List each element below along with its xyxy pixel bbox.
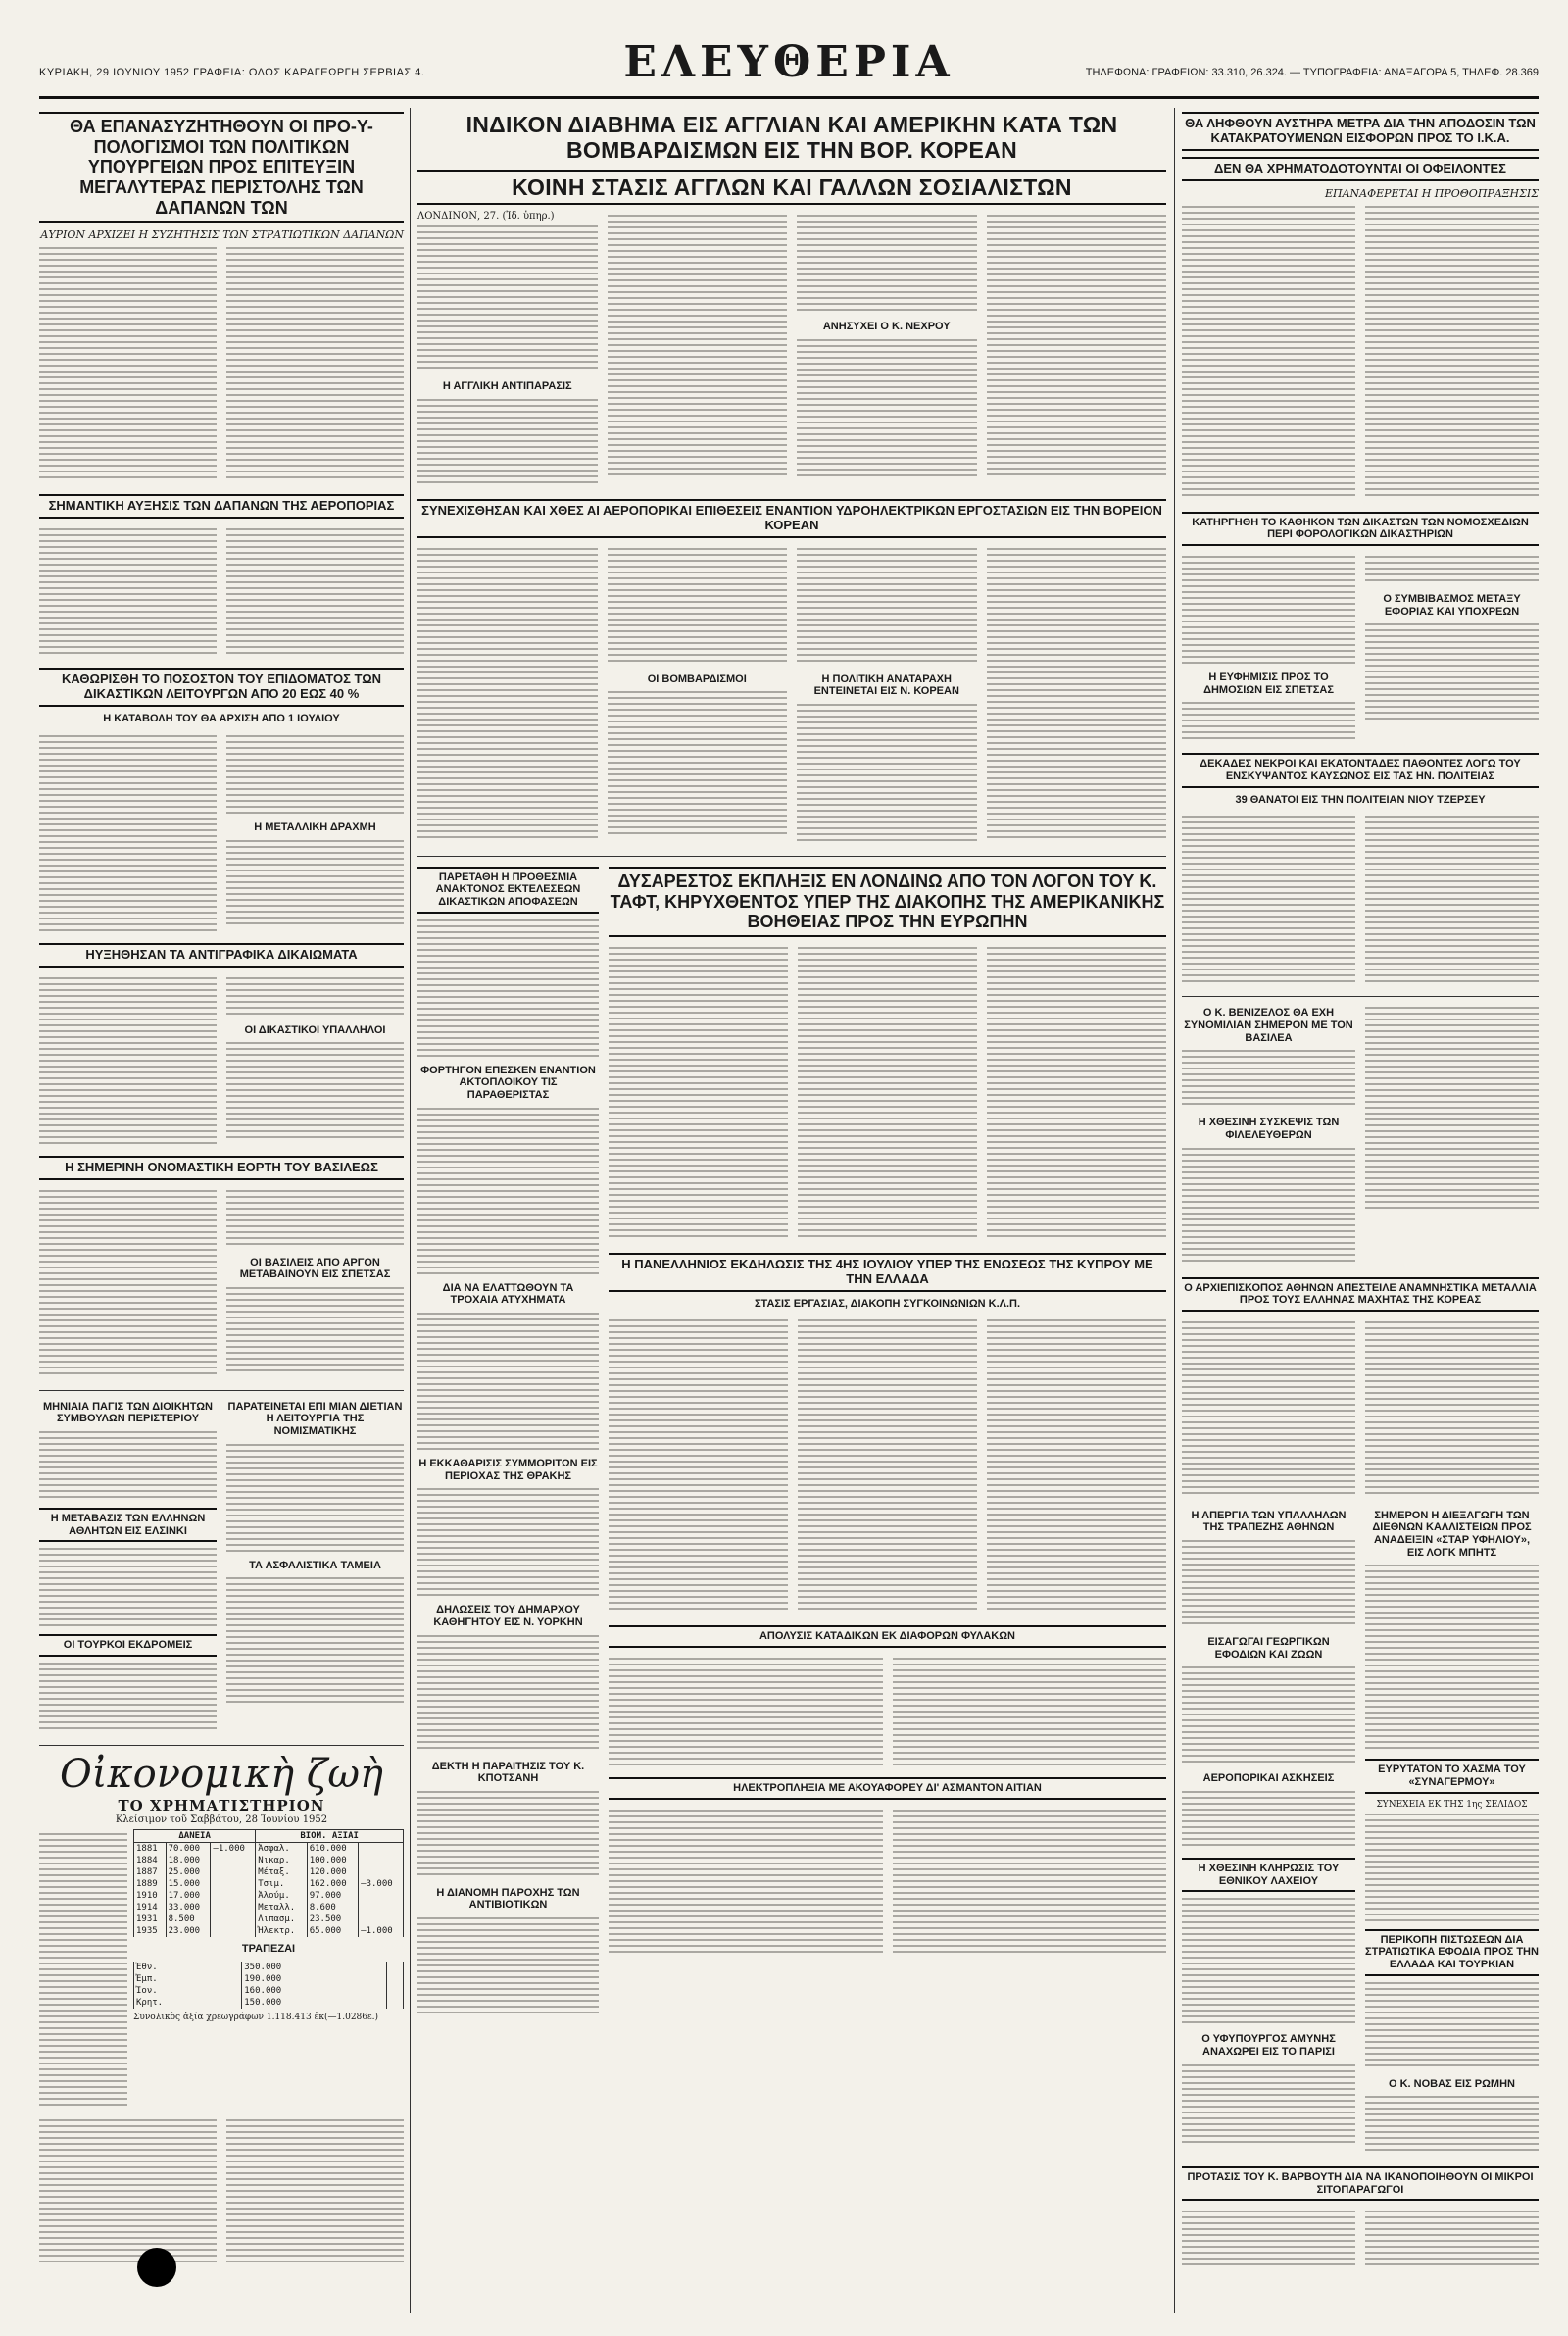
table-cell: 1887 — [134, 1866, 167, 1878]
article-text — [226, 247, 404, 482]
table-row — [134, 1914, 404, 1925]
article-text — [39, 1833, 127, 2108]
table-cell: 8.600 — [307, 1902, 358, 1914]
headline-lottery: Η ΧΘΕΣΙΝΗ ΚΛΗΡΩΣΙΣ ΤΟΥ ΕΘΝΙΚΟΥ ΛΑΧΕΙΟΥ — [1182, 1858, 1355, 1892]
masthead-phones: ΤΗΛΕΦΩΝΑ: ΓΡΑΦΕΙΩΝ: 33.310, 26.324. — ΤΥΠΟΓΡΑΦΕΙΑ: ΑΝΑΞΑΓΟΡΑ 5, ΤΗΛΕΦ. 28.369 — [1085, 67, 1539, 78]
headline-thrace: Η ΕΚΚΑΘΑΡΙΣΙΣ ΣΥΜΜΟΡΙΤΩΝ ΕΙΣ ΠΕΡΙΟΧΑΣ ΤΗΣ ΘΡΑΚΗΣ — [418, 1457, 598, 1482]
left-column — [39, 108, 404, 2274]
article-text — [893, 1658, 1167, 1765]
headline-ika: ΘΑ ΛΗΦΘΟΥΝ ΑΥΣΤΗΡΑ ΜΕΤΡΑ ΔΙΑ ΤΗΝ ΑΠΟΔΟΣΙΝ ΤΩΝ ΚΑΤΑΚΡΑΤΟΥΜΕΝΩΝ ΕΙΣΦΟΡΩΝ ΠΡΟΣ ΤΟ Ι.Κ.Α. — [1182, 112, 1539, 151]
headline-copy-fees: ΗΥΞΗΘΗΣΑΝ ΤΑ ΑΝΤΙΓΡΑΦΙΚΑ ΔΙΚΑΙΩΜΑΤΑ — [39, 943, 404, 968]
article-text — [226, 1577, 404, 1705]
article-text — [39, 2119, 217, 2266]
article-text — [226, 1444, 404, 1552]
headline-airforce: ΣΗΜΑΝΤΙΚΗ ΑΥΞΗΣΙΣ ΤΩΝ ΔΑΠΑΝΩΝ ΤΗΣ ΑΕΡΟΠΟΡΙΑΣ — [39, 494, 404, 519]
subhead-payment-start: Η ΚΑΤΑΒΟΛΗ ΤΟΥ ΘΑ ΑΡΧΙΣΗ ΑΠΟ 1 ΙΟΥΛΙΟΥ — [103, 713, 340, 725]
table-cell: 70.000 — [166, 1842, 211, 1855]
table-cell: 33.000 — [166, 1902, 211, 1914]
article-text — [987, 548, 1167, 842]
table-cell: Λιπασμ. — [256, 1914, 307, 1925]
headline-traffic: ΔΙΑ ΝΑ ΕΛΑΤΤΩΘΟΥΝ ΤΑ ΤΡΟΧΑΙΑ ΑΤΥΧΗΜΑΤΑ — [442, 1281, 574, 1307]
banks-table — [133, 1962, 404, 2009]
article-text — [1182, 1898, 1355, 2025]
economy-note: Συνολικὸς ἀξία χρεωγράφων 1.118.413 ἐκ(—1.0286ε.) — [133, 2012, 379, 2022]
table-cell: 190.000 — [242, 1973, 387, 1985]
center-column — [417, 108, 1166, 2023]
article-text — [608, 215, 788, 479]
article-text — [417, 1108, 599, 1274]
table-cell: Νικαρ. — [256, 1855, 307, 1866]
column-rule — [410, 108, 411, 2313]
article-text — [1182, 816, 1355, 982]
headline-heatwave: ΔΕΚΑΔΕΣ ΝΕΚΡΟΙ ΚΑΙ ΕΚΑΤΟΝΤΑΔΕΣ ΠΑΘΟΝΤΕΣ ΛΟΓΩ ΤΟΥ ΕΝΣΚΥΨΑΝΤΟΣ ΚΑΥΣΩΝΟΣ ΕΙΣ ΤΑΣ ΗΝ. ΠΟΛΙΤΕΙΑΣ — [1182, 753, 1539, 787]
article-text — [226, 2119, 404, 2266]
table-cell — [359, 1914, 404, 1925]
headline-budgets: ΘΑ ΕΠΑΝΑΣΥΖΗΤΗΘΟΥΝ ΟΙ ΠΡΟ-Υ-ΠΟΛΟΓΙΣΜΟΙ ΤΩΝ ΠΟΛΙΤΙΚΩΝ ΥΠΟΥΡΓΕΙΩΝ ΠΡΟΣ ΕΠΙΤΕΥΞΙΝ ΜΕΓΑΛΥΤΕΡΑΣ ΠΕΡΙΣΤΟΛΗΣ ΤΩΝ ΔΑΠΑΝΩΝ ΤΩΝ — [39, 112, 404, 223]
right-column — [1182, 108, 1539, 2277]
article-text — [1182, 1321, 1355, 1498]
table-cell: 1931 — [134, 1914, 167, 1925]
ink-blot — [137, 2248, 176, 2287]
table-cell: 100.000 — [307, 1855, 358, 1866]
table-cell: 350.000 — [242, 1962, 387, 1973]
headline-synagermos: ΕΥΡΥΤΑΤΟΝ ΤΟ ΧΑΣΜΑ ΤΟΥ «ΣΥΝΑΓΕΡΜΟΥ» — [1365, 1759, 1539, 1793]
headline-court-clerks: ΟΙ ΔΙΚΑΣΤΙΚΟΙ ΥΠΑΛΛΗΛΟΙ — [244, 1023, 386, 1036]
table-cell: Τσιμ. — [256, 1878, 307, 1890]
article-text — [417, 1635, 599, 1753]
table-cell: Μέταξ. — [256, 1866, 307, 1878]
headline-debtors: ΔΕΝ ΘΑ ΧΡΗΜΑΤΟΔΟΤΟΥΝΤΑΙ ΟΙ ΟΦΕΙΛΟΝΤΕΣ — [1182, 157, 1539, 181]
table-row — [134, 1902, 404, 1914]
headline-taft: ΔΥΣΑΡΕΣΤΟΣ ΕΚΠΛΗΞΙΣ ΕΝ ΛΟΝΔΙΝΩ ΑΠΟ ΤΟΝ ΛΟΓΟΝ ΤΟΥ Κ. ΤΑΦΤ, ΚΗΡΥΧΘΕΝΤΟΣ ΥΠΕΡ ΤΗΣ ΔΙΑΚΟΠΗΣ ΤΗΣ ΑΜΕΡΙΚΑΝΙΚΗΣ ΒΟΗΘΕΙΑΣ ΠΡΟΣ ΤΗΝ ΕΥΡΩΠΗΝ — [609, 867, 1166, 937]
headline-socialists: ΚΟΙΝΗ ΣΤΑΣΙΣ ΑΓΓΛΩΝ ΚΑΙ ΓΑΛΛΩΝ ΣΟΣΙΑΛΙΣΤΩΝ — [417, 170, 1166, 205]
table-cell: 160.000 — [242, 1985, 387, 1997]
table-row — [134, 1985, 404, 1997]
article-text — [226, 735, 404, 814]
headline-antibiotics: Η ΔΙΑΝΟΜΗ ΠΑΡΟΧΗΣ ΤΩΝ ΑΝΤΙΒΙΟΤΙΚΩΝ — [436, 1886, 580, 1912]
headline-tax-courts: ΚΑΤΗΡΓΗΘΗ ΤΟ ΚΑΘΗΚΟΝ ΤΩΝ ΔΙΚΑΣΤΩΝ ΤΩΝ ΝΟΜΟΣΧΕΔΙΩΝ ΠΕΡΙ ΦΟΡΟΛΟΓΙΚΩΝ ΔΙΚΑΣΤΗΡΙΩΝ — [1182, 512, 1539, 546]
article-text — [987, 215, 1167, 479]
table-row — [134, 1962, 404, 1973]
stock-table — [133, 1829, 404, 1937]
article-text — [797, 704, 977, 841]
article-text — [1365, 556, 1539, 585]
article-text — [39, 735, 217, 931]
table-row — [134, 1973, 404, 1985]
article-text — [39, 247, 217, 482]
article-text — [226, 1287, 404, 1375]
headline-defense-paris: Ο ΥΦΥΠΟΥΡΓΟΣ ΑΜΥΝΗΣ ΑΝΑΧΩΡΕΙ ΕΙΣ ΤΟ ΠΑΡΙΣΙ — [1201, 2033, 1336, 2058]
article-text — [1182, 1148, 1355, 1266]
subhead-korea-unrest: Η ΠΟΛΙΤΙΚΗ ΑΝΑΤΑΡΑΧΗ ΕΝΤΕΙΝΕΤΑΙ ΕΙΣ Ν. ΚΟΡΕΑΝ — [813, 672, 959, 698]
table-cell: 23.000 — [166, 1925, 211, 1937]
headline-kings-spetses: ΟΙ ΒΑΣΙΛΕΙΣ ΑΠΟ ΑΡΓΟΝ ΜΕΤΑΒΑΙΝΟΥΝ ΕΙΣ ΣΠΕΤΣΑΣ — [239, 1256, 391, 1281]
article-text — [417, 399, 598, 487]
table-cell — [211, 1902, 256, 1914]
table-row — [134, 1925, 404, 1937]
article-text — [1182, 1791, 1355, 1850]
headline-air-exercises: ΑΕΡΟΠΟΡΙΚΑΙ ΑΣΚΗΣΕΙΣ — [1202, 1772, 1335, 1785]
masthead-date-address: ΚΥΡΙΑΚΗ, 29 ΙΟΥΝΙΟΥ 1952 ΓΡΑΦΕΙΑ: ΟΔΟΣ ΚΑΡΑΓΕΩΡΓΗ ΣΕΡΒΙΑΣ 4. — [39, 67, 425, 78]
table-cell: Ἀσφαλ. — [256, 1842, 307, 1855]
headline-peristeri: ΜΗΝΙΑΙΑ ΠΑΓΙΣ ΤΩΝ ΔΙΟΙΚΗΤΩΝ ΣΥΜΒΟΥΛΩΝ ΠΕΡΙΣΤΕΡΙΟΥ — [43, 1400, 213, 1425]
headline-drachma: Η ΜΕΤΑΛΛΙΚΗ ΔΡΑΧΜΗ — [254, 820, 376, 833]
article-text — [1365, 1007, 1539, 1213]
article-text — [797, 548, 977, 666]
article-text — [417, 1917, 599, 2015]
article-text — [417, 225, 598, 373]
table-cell — [211, 1890, 256, 1902]
headline-judicial-allowance: ΚΑΘΩΡΙΣΘΗ ΤΟ ΠΟΣΟΣΤΟΝ ΤΟΥ ΕΠΙΔΟΜΑΤΟΣ ΤΩΝ ΔΙΚΑΣΤΙΚΩΝ ΛΕΙΤΟΥΡΓΩΝ ΑΠΟ 20 ΕΩΣ 40 % — [39, 668, 404, 707]
headline-air-attacks: ΣΥΝΕΧΙΣΘΗΣΑΝ ΚΑΙ ΧΘΕΣ ΑΙ ΑΕΡΟΠΟΡΙΚΑΙ ΕΠΙΘΕΣΕΙΣ ΕΝΑΝΤΙΟΝ ΥΔΡΟΗΛΕΚΤΡΙΚΩΝ ΕΡΓΟΣΤΑΣΙΩΝ ΕΙΣ ΤΗΝ ΒΟΡΕΙΟΝ ΚΟΡΕΑΝ — [417, 499, 1166, 538]
table-cell: 162.000 — [307, 1878, 358, 1890]
headline-beauty-contest: ΣΗΜΕΡΟΝ Η ΔΙΕΞΑΓΩΓΗ ΤΩΝ ΔΙΕΘΝΩΝ ΚΑΛΛΙΣΤΕΙΩΝ ΠΡΟΣ ΑΝΑΔΕΙΞΙΝ «ΣΤΑΡ ΥΦΗΛΙΟΥ», ΕΙΣ ΛΟΓΚ ΜΠΗΤΣ — [1372, 1509, 1532, 1559]
article-text — [417, 919, 599, 1057]
article-text — [39, 528, 217, 656]
article-text — [417, 1791, 599, 1879]
table-cell: 97.000 — [307, 1890, 358, 1902]
subhead-strike: ΣΤΑΣΙΣ ΕΡΓΑΣΙΑΣ, ΔΙΑΚΟΠΗ ΣΥΓΚΟΙΝΩΝΙΩΝ Κ.Λ.Π. — [754, 1297, 1021, 1310]
headline-monetary-committee: ΠΑΡΑΤΕΙΝΕΤΑΙ ΕΠΙ ΜΙΑΝ ΔΙΕΤΙΑΝ Η ΛΕΙΤΟΥΡΓΙΑ ΤΗΣ ΝΟΜΙΣΜΑΤΙΚΗΣ — [227, 1400, 403, 1438]
table-cell — [359, 1890, 404, 1902]
article-text — [226, 1042, 404, 1140]
article-text — [798, 947, 977, 1241]
table-row — [134, 1890, 404, 1902]
headline-varvoutis: ΠΡΟΤΑΣΙΣ ΤΟΥ Κ. ΒΑΡΒΟΥΤΗ ΔΙΑ ΝΑ ΙΚΑΝΟΠΟΙΗΘΟΥΝ ΟΙ ΜΙΚΡΟΙ ΣΙΤΟΠΑΡΑΓΩΓΟΙ — [1182, 2166, 1539, 2201]
table-cell — [359, 1902, 404, 1914]
article-text — [798, 1319, 977, 1614]
table-cell: 1889 — [134, 1878, 167, 1890]
headline-king-nameday: Η ΣΗΜΕΡΙΝΗ ΟΝΟΜΑΣΤΙΚΗ ΕΟΡΤΗ ΤΟΥ ΒΑΣΙΛΕΩΣ — [39, 1156, 404, 1180]
headline-freighter: ΦΟΡΤΗΓΟΝ ΕΠΕΣΚΕΝ ΕΝΑΝΤΙΟΝ ΑΚΤΟΠΛΟΙΚΟΥ ΤΙΣ ΠΑΡΑΘΕΡΙΣΤΑΣ — [420, 1064, 596, 1102]
table-cell: 1935 — [134, 1925, 167, 1937]
headline-liberals-meeting: Η ΧΘΕΣΙΝΗ ΣΥΣΚΕΨΙΣ ΤΩΝ ΦΙΛΕΛΕΥΘΕΡΩΝ — [1198, 1117, 1340, 1141]
article-text — [1182, 702, 1355, 741]
table-cell: 8.500 — [166, 1914, 211, 1925]
subhead-bombings: ΟΙ ΒΟΜΒΑΡΔΙΣΜΟΙ — [647, 672, 747, 685]
headline-tax-compromise: Ο ΣΥΜΒΙΒΑΣΜΟΣ ΜΕΤΑΞΥ ΕΦΟΡΙΑΣ ΚΑΙ ΥΠΟΧΡΕΩΝ — [1383, 593, 1521, 618]
subhead-military-spending: ΑΥΡΙΟΝ ΑΡΧΙΖΕΙ Η ΣΥΖΗΤΗΣΙΣ ΤΩΝ ΣΤΡΑΤΙΩΤΙΚΩΝ ΔΑΠΑΝΩΝ — [40, 228, 404, 242]
headline-insurance-funds: ΤΑ ΑΣΦΑΛΙΣΤΙΚΑ ΤΑΜΕΙΑ — [249, 1559, 381, 1571]
article-text — [39, 1548, 217, 1626]
article-text — [39, 977, 217, 1144]
table-cell — [386, 1985, 403, 1997]
subhead-nehru: ΑΝΗΣΥΧΕΙ Ο Κ. ΝΕΧΡΟΥ — [822, 321, 951, 333]
newspaper-title: ΕΛΕΥΘΕΡΙΑ — [623, 37, 955, 87]
table-cell: 120.000 — [307, 1866, 358, 1878]
article-text — [1182, 2064, 1355, 2143]
table-row — [134, 1878, 404, 1890]
article-text — [797, 215, 977, 313]
headline-athletes-helsinki: Η ΜΕΤΑΒΑΣΙΣ ΤΩΝ ΕΛΛΗΝΩΝ ΑΘΛΗΤΩΝ ΕΙΣ ΕΛΣΙΝΚΙ — [39, 1508, 217, 1542]
article-text — [39, 1190, 217, 1376]
table-cell: —1.000 — [359, 1925, 404, 1937]
table-cell: 150.000 — [242, 1997, 387, 2009]
table-cell: 25.000 — [166, 1866, 211, 1878]
article-text — [609, 1810, 883, 1957]
table-cell — [359, 1842, 404, 1855]
column-rule — [1174, 108, 1175, 2313]
dateline: ΛΟΝΔΙΝΟΝ, 27. (Ἰδ. ὑπηρ.) — [417, 211, 555, 223]
masthead — [39, 37, 1539, 99]
table-row — [134, 1842, 404, 1855]
article-text — [893, 1810, 1167, 1957]
table-cell — [211, 1914, 256, 1925]
headline-electrocution: ΗΛΕΚΤΡΟΠΛΗΞΙΑ ΜΕ ΑΚΟΥΑΦΟΡΕΥ ΔΙ' ΑΣΜΑΝΤΟΝ ΑΙΤΙΑΝ — [609, 1777, 1166, 1800]
table-cell: —1.000 — [211, 1842, 256, 1855]
economy-subtitle: ΤΟ ΧΡΗΜΑΤΙΣΤΗΡΙΟΝ — [118, 1796, 325, 1814]
article-text — [39, 1431, 217, 1500]
table-cell: Κρητ. — [134, 1997, 242, 2009]
table-cell: 17.000 — [166, 1890, 211, 1902]
article-text — [1365, 1814, 1539, 1921]
headline-archbishop: Ο ΑΡΧΙΕΠΙΣΚΟΠΟΣ ΑΘΗΝΩΝ ΑΠΕΣΤΕΙΛΕ ΑΝΑΜΝΗΣΤΙΚΑ ΜΕΤΑΛΛΙΑ ΠΡΟΣ ΤΟΥΣ ΕΛΛΗΝΑΣ ΜΑΧΗΤΑΣ ΤΗΣ ΚΟΡΕΑΣ — [1182, 1277, 1539, 1312]
table-cell: 23.500 — [307, 1914, 358, 1925]
table-cell — [211, 1866, 256, 1878]
article-text — [226, 977, 404, 1017]
table-cell: Ἰον. — [134, 1985, 242, 1997]
table-cell — [386, 1973, 403, 1985]
article-text — [39, 1663, 217, 1731]
table-cell — [359, 1866, 404, 1878]
table-cell — [386, 1997, 403, 2009]
economy-date: Κλείσιμον τοῦ Σαββάτου, 28 Ἰουνίου 1952 — [115, 1814, 328, 1825]
article-text — [608, 548, 788, 666]
article-text — [1365, 2211, 1539, 2269]
table-cell: 1884 — [134, 1855, 167, 1866]
headline-turkish-tourists: ΟΙ ΤΟΥΡΚΟΙ ΕΚΔΡΟΜΕΙΣ — [39, 1634, 217, 1657]
table-cell: Ἐμπ. — [134, 1973, 242, 1985]
table-cell: 1910 — [134, 1890, 167, 1902]
article-text — [1182, 1540, 1355, 1628]
table-row — [134, 1855, 404, 1866]
article-text — [608, 691, 788, 838]
article-text — [417, 548, 598, 842]
table-cell — [211, 1925, 256, 1937]
table-cell: Ἠλεκτρ. — [256, 1925, 307, 1937]
headline-india-demarche: ΙΝΔΙΚΟΝ ΔΙΑΒΗΜΑ ΕΙΣ ΑΓΓΛΙΑΝ ΚΑΙ ΑΜΕΡΙΚΗΝ ΚΑΤΑ ΤΩΝ ΒΟΜΒΑΡΔΙΣΜΩΝ ΕΙΣ ΤΗΝ ΒΟΡ. ΚΟΡΕΑΝ — [466, 112, 1118, 164]
headline-venizelos: Ο Κ. ΒΕΝΙΖΕΛΟΣ ΘΑ ΕΧΗ ΣΥΝΟΜΙΛΙΑΝ ΣΗΜΕΡΟΝ ΜΕ ΤΟΝ ΒΑΣΙΛΕΑ — [1184, 1007, 1353, 1044]
table-cell: 18.000 — [166, 1855, 211, 1866]
newspaper-page — [39, 37, 1539, 2321]
subhead-restored: ΕΠΑΝΑΦΕΡΕΤΑΙ Η ΠΡΟΘΟΠΡΑΞΗΣΙΣ — [1324, 186, 1539, 200]
table-cell — [359, 1855, 404, 1866]
article-text — [1365, 623, 1539, 721]
article-text — [1182, 206, 1355, 500]
article-text — [987, 1319, 1166, 1614]
headline-military-credits: ΠΕΡΙΚΟΠΗ ΠΙΣΤΩΣΕΩΝ ΔΙΑ ΣΤΡΑΤΙΩΤΙΚΑ ΕΦΟΔΙΑ ΠΡΟΣ ΤΗΝ ΕΛΛΑΔΑ ΚΑΙ ΤΟΥΡΚΙΑΝ — [1365, 1929, 1539, 1976]
article-text — [1182, 1666, 1355, 1764]
table-cell: Ἐθν. — [134, 1962, 242, 1973]
article-text — [1365, 816, 1539, 982]
article-text — [1182, 2211, 1355, 2269]
table-cell — [211, 1855, 256, 1866]
article-text — [417, 1488, 599, 1596]
headline-bank-strike: Η ΑΠΕΡΓΙΑ ΤΩΝ ΥΠΑΛΛΗΛΩΝ ΤΗΣ ΤΡΑΠΕΖΗΣ ΑΘΗΝΩΝ — [1191, 1509, 1347, 1534]
article-text — [1182, 556, 1355, 664]
article-text — [1365, 1321, 1539, 1498]
headline-court-deadline: ΠΑΡΕΤΑΘΗ Η ΠΡΟΘΕΣΜΙΑ ΑΝΑΚΤΟΝΟΣ ΕΚΤΕΛΕΣΕΩΝ ΔΙΚΑΣΤΙΚΩΝ ΑΠΟΦΑΣΕΩΝ — [417, 867, 599, 914]
headline-mayor-ny: ΔΗΛΩΣΕΙΣ ΤΟΥ ΔΗΜΑΡΧΟΥ ΚΑΘΗΓΗΤΟΥ ΕΙΣ Ν. ΥΟΡΚΗΝ — [433, 1604, 583, 1628]
article-text — [226, 528, 404, 656]
table-row — [134, 1997, 404, 2009]
article-text — [226, 1190, 404, 1249]
table-cell: —3.000 — [359, 1878, 404, 1890]
table-cell: Μεταλλ. — [256, 1902, 307, 1914]
article-text — [417, 1313, 599, 1450]
headline-spetses-praise: Η ΕΥΦΗΜΙΣΙΣ ΠΡΟΣ ΤΟ ΔΗΜΟΣΙΩΝ ΕΙΣ ΣΠΕΤΣΑΣ — [1203, 671, 1334, 696]
table-cell: 15.000 — [166, 1878, 211, 1890]
table-header: ΔΑΝΕΙΑ — [134, 1829, 256, 1842]
article-text — [1365, 2096, 1539, 2155]
article-text — [609, 1658, 883, 1765]
article-text — [1365, 1982, 1539, 2070]
continued-note: ΣΥΝΕΧΕΙΑ ΕΚ ΤΗΣ 1ης ΣΕΛΙΔΟΣ — [1376, 1799, 1528, 1810]
table-cell: 1914 — [134, 1902, 167, 1914]
article-text — [797, 339, 977, 476]
table-cell — [386, 1962, 403, 1973]
headline-prisoners: ΑΠΟΛΥΣΙΣ ΚΑΤΑΔΙΚΩΝ ΕΚ ΔΙΑΦΟΡΩΝ ΦΥΛΑΚΩΝ — [609, 1625, 1166, 1648]
article-text — [226, 840, 404, 928]
banks-heading: ΤΡΑΠΕΖΑΙ — [241, 1942, 296, 1955]
table-header: ΒΙΟΜ. ΑΞΙΑΙ — [256, 1829, 404, 1842]
table-cell: Ἀλούμ. — [256, 1890, 307, 1902]
article-text — [987, 947, 1166, 1241]
headline-novas-rome: Ο Κ. ΝΟΒΑΣ ΕΙΣ ΡΩΜΗΝ — [1389, 2077, 1515, 2090]
headline-cyprus: Η ΠΑΝΕΛΛΗΝΙΟΣ ΕΚΔΗΛΩΣΙΣ ΤΗΣ 4ΗΣ ΙΟΥΛΙΟΥ ΥΠΕΡ ΤΗΣ ΕΝΩΣΕΩΣ ΤΗΣ ΚΥΠΡΟΥ ΜΕ ΤΗΝ ΕΛΛΑΔΑ — [609, 1253, 1166, 1292]
table-cell: 610.000 — [307, 1842, 358, 1855]
subhead-new-jersey: 39 ΘΑΝΑΤΟΙ ΕΙΣ ΤΗΝ ΠΟΛΙΤΕΙΑΝ ΝΙΟΥ ΤΖΕΡΣΕΥ — [1235, 793, 1486, 806]
article-text — [609, 947, 788, 1241]
table-cell: 65.000 — [307, 1925, 358, 1937]
economy-title: Οἰκονομικὴ ζωὴ — [59, 1751, 384, 1797]
article-text — [1365, 206, 1539, 500]
article-text — [1182, 1050, 1355, 1109]
table-row — [134, 1866, 404, 1878]
headline-agri-imports: ΕΙΣΑΓΩΓΑΙ ΓΕΩΡΓΙΚΩΝ ΕΦΟΔΙΩΝ ΚΑΙ ΖΩΩΝ — [1207, 1636, 1330, 1661]
subhead-british-reaction: Η ΑΓΓΛΙΚΗ ΑΝΤΙΠΑΡΑΣΙΣ — [442, 380, 572, 393]
table-cell — [211, 1878, 256, 1890]
article-text — [609, 1319, 788, 1614]
table-cell: 1881 — [134, 1842, 167, 1855]
headline-resignation: ΔΕΚΤΗ Η ΠΑΡΑΙΤΗΣΙΣ ΤΟΥ Κ. ΚΠΟΤΣΑΝΗ — [431, 1760, 585, 1785]
article-text — [1365, 1565, 1539, 1751]
